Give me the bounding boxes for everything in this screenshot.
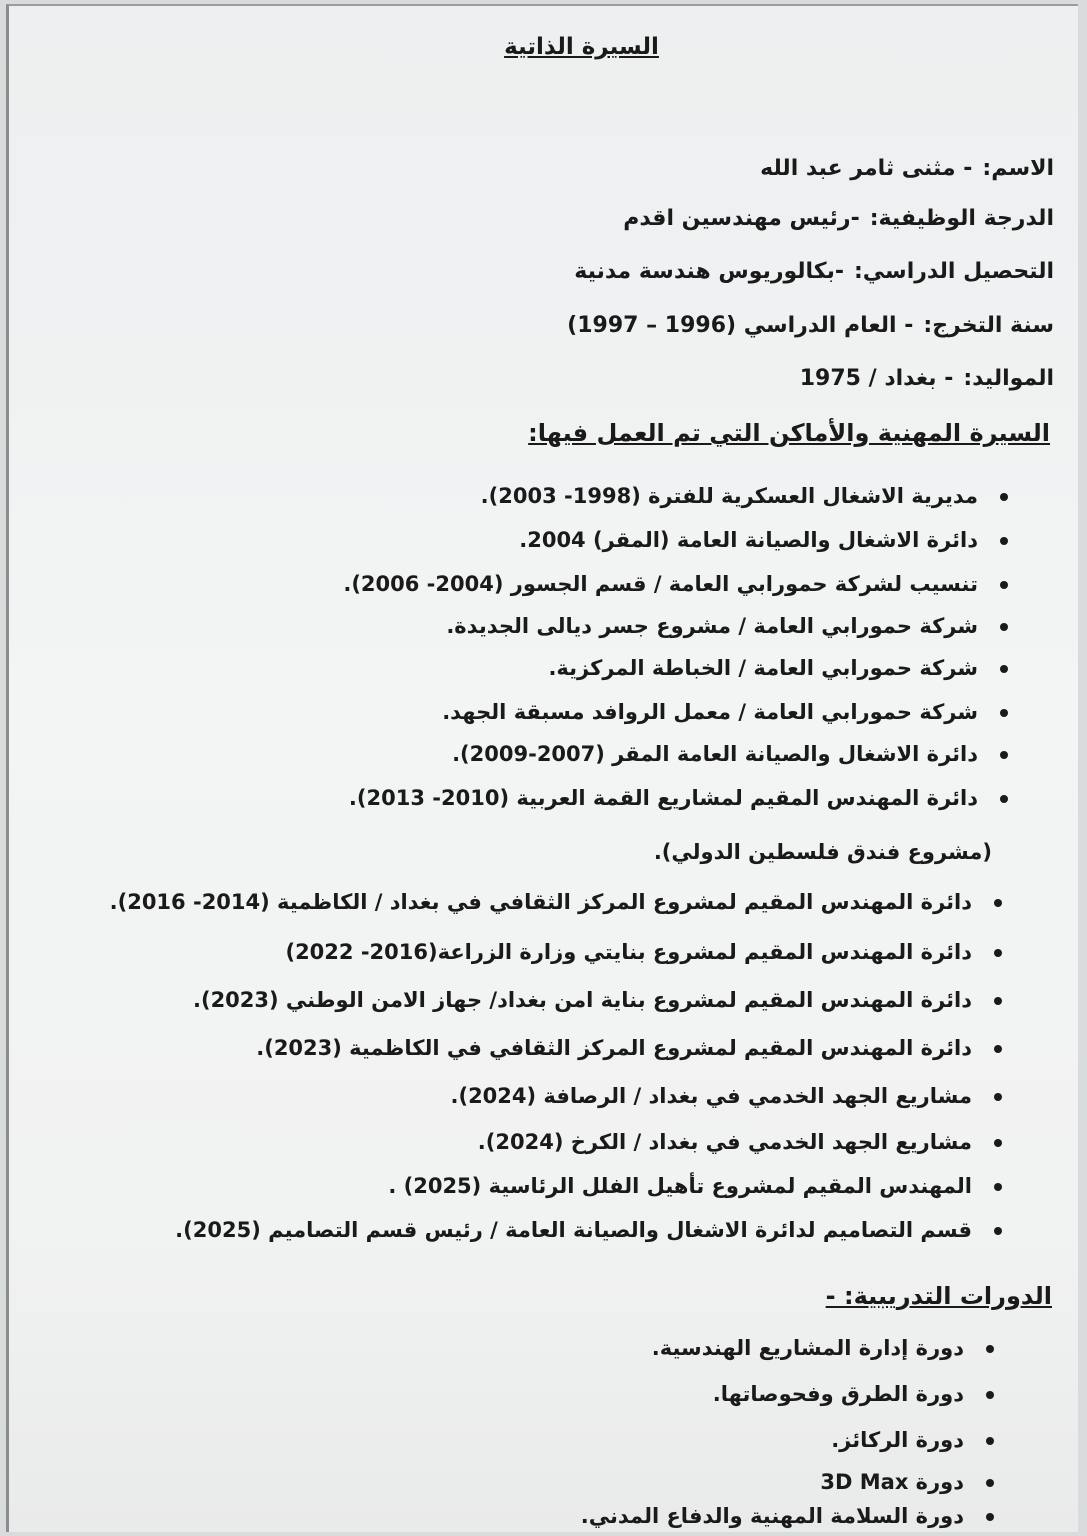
list-item: شركة حمورابي العامة / معمل الروافد مسبقة الجهد. [442,700,1008,724]
bullet-icon [994,1139,1002,1147]
field-value: -رئيس مهندسين اقدم [623,206,860,231]
bullet-icon [986,1345,994,1353]
list-item: شركة حمورابي العامة / مشروع جسر ديالى الجديدة. [446,614,1008,638]
field-label: التحصيل الدراسي: [854,259,1054,284]
courses-heading: الدورات التدريبية: - [825,1282,1052,1310]
bullet-icon [986,1437,994,1445]
field-value: - العام الدراسي (1996 – 1997) [567,313,914,338]
field-label: سنة التخرج: [923,313,1054,338]
field-label: المواليد: [963,366,1054,391]
bullet-icon [986,1391,994,1399]
list-item: دائرة المهندس المقيم لمشاريع القمة العربية (2010- 2013). [349,786,1008,810]
field-value: - مثنى ثامر عبد الله [760,156,973,181]
bullet-icon [994,899,1002,907]
bullet-icon [986,1513,994,1521]
list-item: دائرة الاشغال والصيانة العامة (المقر) 2004. [519,528,1008,552]
page-title: السيرة الذاتية [504,34,659,60]
field-label: الاسم: [982,156,1054,181]
list-item: مديرية الاشغال العسكرية للفترة (1998- 2003). [481,484,1008,508]
list-item: دورة الركائز. [831,1428,994,1452]
bullet-icon [994,1183,1002,1191]
list-item: دورة السلامة المهنية والدفاع المدني. [581,1504,994,1528]
bullet-icon [994,1227,1002,1235]
list-item: دورة إدارة المشاريع الهندسية. [652,1336,994,1360]
field-value: - بغداد / 1975 [799,366,954,391]
career-heading: السيرة المهنية والأماكن التي تم العمل فيها: [528,419,1050,447]
list-item: مشاريع الجهد الخدمي في بغداد / الكرخ (2024). [478,1130,1002,1154]
bullet-icon [994,1093,1002,1101]
list-item: تنسيب لشركة حمورابي العامة / قسم الجسور (2004- 2006). [343,572,1008,596]
list-item: دائرة المهندس المقيم لمشروع المركز الثقافي في الكاظمية (2023). [256,1036,1002,1060]
bullet-icon [994,949,1002,957]
career-note: (مشروع فندق فلسطين الدولي). [653,840,992,864]
bullet-icon [994,1045,1002,1053]
list-item: شركة حمورابي العامة / الخباطة المركزية. [548,656,1008,680]
list-item: قسم التصاميم لدائرة الاشغال والصيانة العامة / رئيس قسم التصاميم (2025). [175,1218,1002,1242]
list-item: مشاريع الجهد الخدمي في بغداد / الرصافة (2024). [450,1084,1002,1108]
courses-list [294,6,994,1534]
list-item: دائرة الاشغال والصيانة العامة المقر (2007-2009). [452,742,1008,766]
bullet-icon [994,997,1002,1005]
list-item: دائرة المهندس المقيم لمشروع بناية امن بغداد/ جهاز الامن الوطني (2023). [193,988,1002,1012]
list-item: المهندس المقيم لمشروع تأهيل الفلل الرئاسية (2025) . [388,1174,1002,1198]
list-item: دورة 3D Max [820,1470,994,1494]
list-item: دائرة المهندس المقيم لمشروع المركز الثقافي في بغداد / الكاظمية (2014- 2016). [110,890,1002,914]
field-label: الدرجة الوظيفية: [869,206,1054,231]
field-value: -بكالوريوس هندسة مدنية [574,259,844,284]
bullet-icon [986,1479,994,1487]
list-item: دورة الطرق وفحوصاتها. [713,1382,994,1406]
list-item: دائرة المهندس المقيم لمشروع بنايتي وزارة الزراعة(2016- 2022) [285,940,1002,964]
cv-sheet [6,4,1078,1532]
